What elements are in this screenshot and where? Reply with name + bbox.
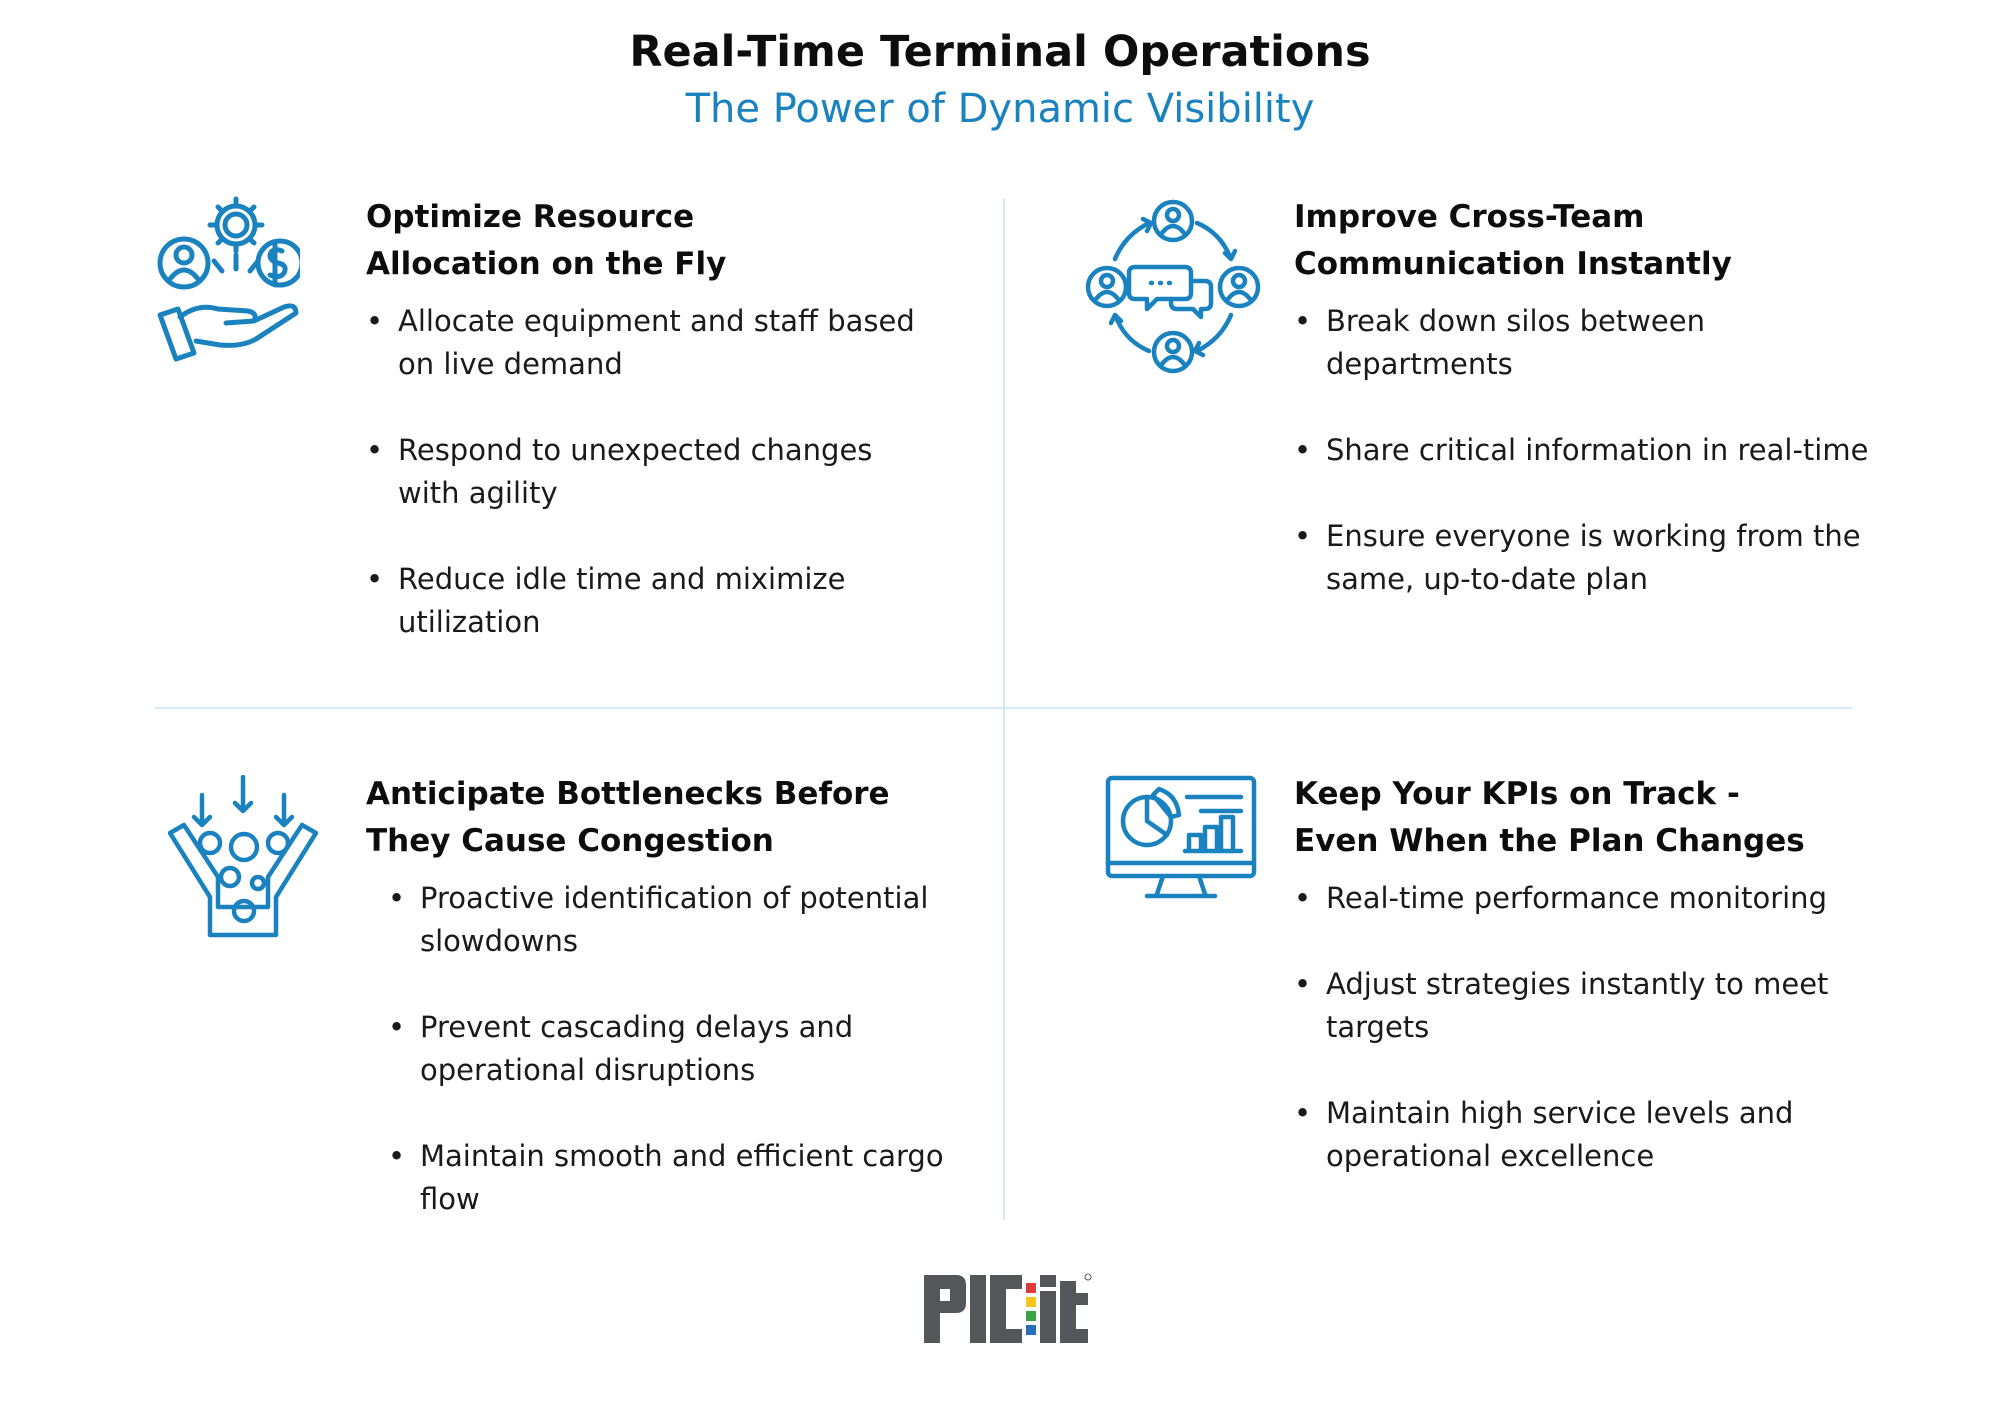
section-title-line1: Optimize Resource bbox=[366, 199, 695, 235]
list-item: • Share critical information in real-time bbox=[1294, 429, 1874, 472]
funnel-icon bbox=[168, 775, 318, 945]
list-item: • Maintain high service levels and operational excellence bbox=[1294, 1092, 1874, 1178]
section-kpis bbox=[1294, 771, 1874, 1178]
page-title: Real-Time Terminal Operations bbox=[629, 27, 1371, 77]
page-subtitle: The Power of Dynamic Visibility bbox=[685, 86, 1315, 132]
section-title-line2: They Cause Congestion bbox=[366, 823, 774, 859]
team-communication-icon bbox=[1085, 197, 1261, 377]
section-title-line1: Anticipate Bottlenecks Before bbox=[366, 776, 890, 812]
list-item: • Ensure everyone is working from the same, up-to-date plan bbox=[1294, 515, 1874, 601]
list-item: • Break down silos between departments bbox=[1294, 300, 1874, 386]
list-item: • Real-time performance monitoring bbox=[1294, 877, 1874, 920]
monitor-chart-icon bbox=[1105, 775, 1257, 901]
section-title-line2: Communication Instantly bbox=[1294, 246, 1732, 282]
list-item: • Allocate equipment and staff based on live demand bbox=[366, 300, 926, 386]
horizontal-divider bbox=[155, 707, 1852, 709]
section-title-line2: Even When the Plan Changes bbox=[1294, 823, 1805, 859]
section-bottlenecks bbox=[366, 771, 966, 1221]
section-title-line1: Improve Cross-Team bbox=[1294, 199, 1645, 235]
list-item: • Prevent cascading delays and operational disruptions bbox=[388, 1006, 966, 1092]
vertical-divider bbox=[1003, 198, 1005, 1220]
list-item: • Adjust strategies instantly to meet targets bbox=[1294, 963, 1874, 1049]
section-resource-allocation bbox=[366, 194, 926, 644]
section-title-line2: Allocation on the Fly bbox=[366, 246, 727, 282]
section-title-line1: Keep Your KPIs on Track - bbox=[1294, 776, 1740, 812]
list-item: • Respond to unexpected changes with agility bbox=[366, 429, 926, 515]
hand-resource-icon bbox=[150, 195, 300, 370]
section-team-communication bbox=[1294, 194, 1874, 601]
list-item: • Maintain smooth and efficient cargo flow bbox=[388, 1135, 966, 1221]
list-item: • Reduce idle time and miximize utilization bbox=[366, 558, 926, 644]
list-item: • Proactive identification of potential slowdowns bbox=[388, 877, 966, 963]
picit-logo bbox=[922, 1273, 1092, 1351]
